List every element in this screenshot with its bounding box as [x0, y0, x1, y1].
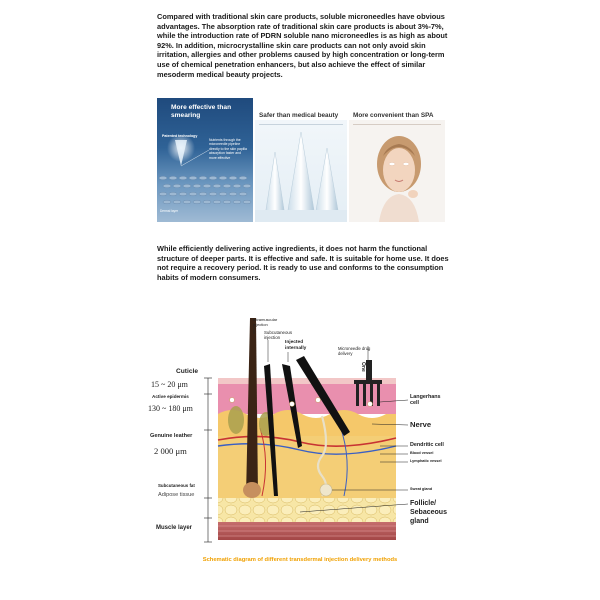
panel-title-medical: Safer than medical beauty — [259, 112, 339, 119]
leather-range: 2 000 μm — [154, 446, 187, 456]
panel-title-spa: More convenient than SPA — [353, 112, 434, 119]
dendritic-label: Dendritic cell — [410, 442, 444, 448]
nerve-label: Nerve — [410, 420, 432, 429]
panel-spa — [349, 98, 445, 222]
internally-label: Injected internally — [285, 340, 307, 351]
active-epidermis-label: Active epidermis — [152, 394, 189, 399]
subcutaneous-label: Subcutaneous injection — [264, 330, 293, 340]
subcutaneous-fat-label: Subcutaneous fat — [158, 483, 195, 488]
panel-medical-beauty — [255, 98, 347, 222]
patented-label: Patented technology — [162, 134, 198, 138]
epidermis-layer — [218, 384, 396, 414]
woman-face-illustration — [349, 98, 445, 222]
cuticle-label: Cuticle — [176, 368, 198, 375]
active-range: 130 ~ 180 μm — [148, 404, 193, 413]
follicle-label: Follicle/ Sebaceous gland — [410, 500, 447, 525]
blood-vessel-label: Blood vessel — [410, 451, 434, 455]
adipose-label: Adipose tissue — [158, 492, 195, 498]
genuine-leather-label: Genuine leather — [150, 433, 193, 439]
second-paragraph: While efficiently delivering active ingredients, it does not harm the functional structure of deeper parts. It is effective and safe. It is suitable for home use. It does not require a recovery period. It is ready to use and conforms to the consumption habits of modern consumers. — [157, 244, 449, 282]
panel-smearing — [157, 98, 253, 222]
needle-cones-illustration — [255, 98, 347, 222]
diagram-caption: Schematic diagram of different transdermal injection delivery methods — [202, 557, 398, 563]
one-label: One — [360, 362, 366, 372]
lymphatic-label: Lymphatic vessel — [410, 459, 442, 463]
dermal-label: Dermal layer — [160, 209, 179, 213]
sweat-gland-label: Sweat gland — [410, 487, 433, 491]
microneedle-label: Microneedle drug delivery — [338, 346, 371, 356]
fat-layer — [218, 498, 396, 522]
benefit-panels — [157, 98, 445, 222]
intramuscular-label: Intramuscular injection — [253, 317, 278, 327]
panel-title-smearing: More effective than smearing — [171, 104, 232, 119]
langerhans-label: Langerhans cell — [410, 394, 441, 407]
nutrients-label: Nutrients through the microneedle pipeline directly to the skin papilla absorption faster and more effective — [209, 138, 247, 160]
muscle-label: Muscle layer — [156, 525, 193, 531]
intro-paragraph: Compared with traditional skin care products, soluble microneedles have obvious advantages. The absorption rate of traditional skin care products is about 3%-7%, while the introduction rate of PDRN soluble nano microneedles is as high as about 92%. In addition, microcrystalline skin care products can not only avoid skin irritation, allergies and other problems caused by high concentration or long-term use of chemical penetration enhancers, but also achieve the effect of similar mesoderm medical beauty projects. — [157, 12, 448, 79]
cuticle-range: 15 ~ 20 μm — [151, 380, 188, 389]
skin-layers-diagram — [0, 300, 600, 580]
